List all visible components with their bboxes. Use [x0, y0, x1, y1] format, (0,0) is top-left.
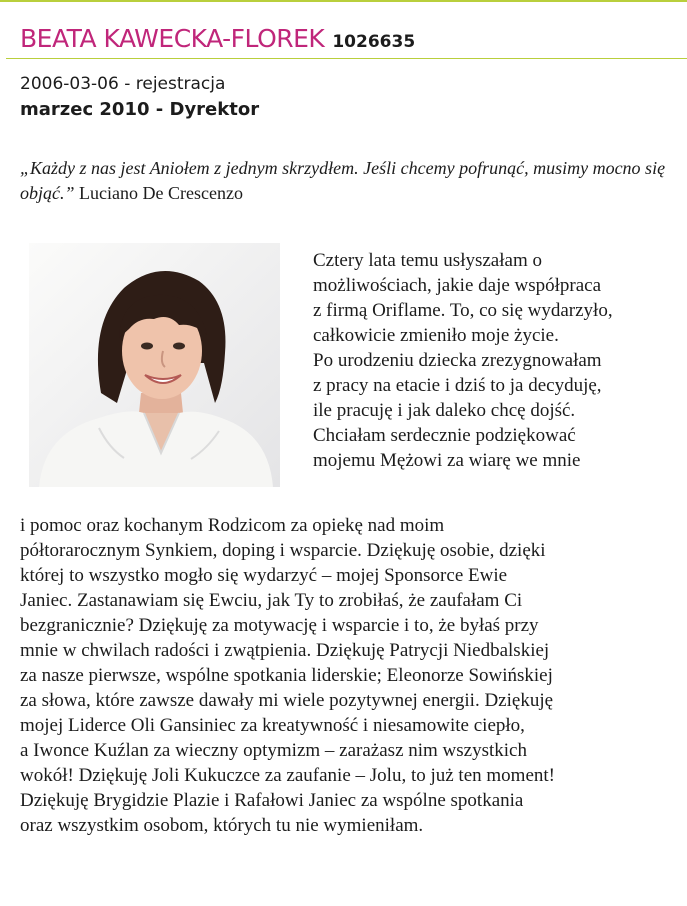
body-line: oraz wszystkim osobom, których tu nie wymieniłam.: [20, 815, 424, 836]
body-line: bezgranicznie? Dziękuję za motywację i wsparcie i to, że byłaś przy: [20, 615, 539, 636]
body-line: za nasze pierwsze, wspólne spotkania liderskie; Eleonorze Sowińskiej: [20, 665, 553, 686]
body-line: z pracy na etacie i dziś to ja decyduję,: [313, 375, 602, 396]
person-name: BEATA KAWECKA-FLOREK: [20, 24, 325, 53]
body-text-full-width: [20, 513, 685, 838]
portrait-photo: [29, 243, 280, 487]
portrait-illustration: [29, 243, 280, 487]
quote-text: „Każdy z nas jest Aniołem z jednym skrzydłem. Jeśli chcemy pofrunąć, musimy mocno się objąć.”: [20, 158, 666, 203]
body-line: Po urodzeniu dziecka zrezygnowałam: [313, 350, 602, 371]
body-line: za słowa, które zawsze dawały mi wiele pozytywnej energii. Dziękuję: [20, 690, 554, 711]
registration-date: 2006-03-06 - rejestracja: [20, 74, 226, 94]
header-divider: [6, 58, 687, 59]
body-line: Chciałam serdecznie podziękować: [313, 425, 576, 446]
body-line: Dziękuję Brygidzie Plazie i Rafałowi Janiec za wspólne spotkania: [20, 790, 524, 811]
body-line: Cztery lata temu usłyszałam o: [313, 250, 542, 271]
body-line: mnie w chwilach radości i zwątpienia. Dziękuję Patrycji Niedbalskiej: [20, 640, 550, 661]
body-line: możliwościach, jakie daje współpraca: [313, 275, 602, 296]
consultant-number: 1026635: [332, 32, 416, 52]
quote-author: Luciano De Crescenzo: [79, 183, 243, 203]
body-line: wokół! Dziękuję Joli Kukuczce za zaufanie – Jolu, to już ten moment!: [20, 765, 555, 786]
quote: [20, 156, 675, 206]
body-line: Janiec. Zastanawiam się Ewciu, jak Ty to zrobiłaś, że zaufałam Ci: [20, 590, 523, 611]
body-line: ile pracuję i jak daleko chcę dojść.: [313, 400, 576, 421]
body-text-right-column: [313, 248, 683, 473]
body-line: której to wszystko mogło się wydarzyć – mojej Sponsorce Ewie: [20, 565, 508, 586]
body-line: całkowicie zmieniło moje życie.: [313, 325, 559, 346]
body-line: mojemu Mężowi za wiarę we mnie: [313, 450, 581, 471]
body-line: półtorarocznym Synkiem, doping i wsparcie. Dziękuję osobie, dzięki: [20, 540, 546, 561]
body-line: i pomoc oraz kochanym Rodzicom za opiekę nad moim: [20, 515, 445, 536]
body-line: a Iwonce Kuźlan za wieczny optymizm – zarażasz nim wszystkich: [20, 740, 527, 761]
top-divider: [0, 0, 687, 2]
body-line: z firmą Oriflame. To, co się wydarzyło,: [313, 300, 613, 321]
body-line: mojej Liderce Oli Gansiniec za kreatywność i niesamowite ciepło,: [20, 715, 525, 736]
person-header: [20, 24, 415, 53]
rank-title: marzec 2010 - Dyrektor: [20, 99, 260, 120]
